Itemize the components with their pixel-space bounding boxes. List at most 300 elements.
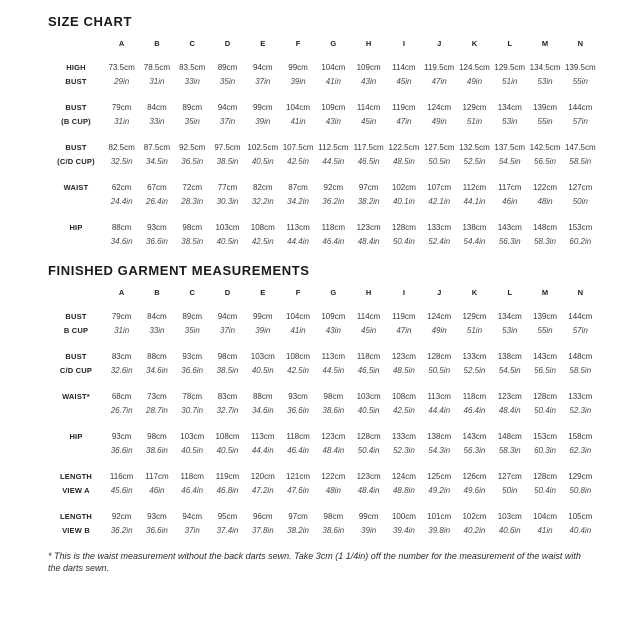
measurement-cell [245,101,280,129]
value-cm: 119.5cm [424,63,455,72]
value-cm: 103cm [180,432,205,441]
measurement-cell [457,101,492,129]
value-in: 56.3in [498,237,521,246]
measurement-cell [492,350,527,378]
value-cm: 118cm [462,392,487,401]
measurement-cell [104,310,139,338]
column-letter: I [402,39,405,48]
value-in: 40.1in [392,197,415,206]
measurement-cell [563,221,598,249]
measurement-cell [492,101,527,129]
value-in: 43in [325,117,341,126]
value-cm: 98cm [182,223,202,232]
measurement-cell [422,61,457,89]
table-row [48,221,598,249]
measurement-cell [457,181,492,209]
table-row [48,430,598,458]
value-cm: 128cm [356,432,381,441]
value-cm: 95cm [217,512,238,521]
value-in: 57in [572,117,588,126]
value-in: 49in [431,326,447,335]
value-cm: 124cm [427,312,452,321]
column-letter: J [437,39,442,48]
value-in: 40.6in [498,526,521,535]
value-cm: 122cm [533,183,558,192]
measurement-cell [280,510,315,538]
value-cm: 116cm [109,472,134,481]
value-in: 32.6in [110,366,133,375]
measurement-cell [210,430,245,458]
column-letter: E [260,288,266,297]
measurement-cell [351,61,386,89]
measurement-cell [563,470,598,498]
value-cm: 84cm [147,103,167,112]
value-in: 46.4in [287,446,309,455]
column-letter: M [541,288,549,297]
value-in: 55in [537,326,553,335]
value-cm: 72cm [182,183,202,192]
measurement-cell [527,181,562,209]
value-cm: 107cm [427,183,452,192]
value-in: 34.6in [110,237,133,246]
measurement-cell [280,470,315,498]
value-cm: 118cm [356,352,381,361]
measurement-cell [422,310,457,338]
measurement-cell [457,390,492,418]
measurement-cell [457,310,492,338]
value-in: 52.5in [463,157,486,166]
row-label [48,470,104,498]
value-cm: 89cm [182,312,202,321]
measurement-cell [139,510,174,538]
value-cm: 94cm [217,103,238,112]
value-cm: 127cm [568,183,593,192]
value-cm: 102cm [391,183,416,192]
value-cm: 113cm [427,392,451,401]
measurement-cell [316,470,351,498]
value-cm: 121cm [286,472,311,481]
value-in: 43in [325,326,341,335]
value-cm: 153cm [533,432,558,441]
value-cm: 92cm [323,183,344,192]
value-in: 26.7in [110,406,133,415]
column-letter: L [507,39,513,48]
value-in: 34.6in [146,366,168,375]
value-cm: 117.5cm [353,143,384,152]
value-in: 47.2in [251,486,274,495]
row-label-line: LENGTH [59,512,93,521]
value-cm: 118cm [321,223,346,232]
value-in: 44.5in [322,366,345,375]
measurement-cell [175,350,210,378]
value-in: 51in [466,117,483,126]
measurement-cell [351,350,386,378]
value-cm: 97cm [288,512,308,521]
measurement-cell [563,61,598,89]
measurement-cell [386,390,421,418]
table-row [48,510,598,538]
size-chart-table [48,37,598,249]
value-in: 47.6in [287,486,309,495]
value-cm: 101cm [427,512,452,521]
value-cm: 83cm [111,352,132,361]
value-cm: 134.5cm [529,63,561,72]
value-in: 40.5in [181,446,204,455]
value-cm: 119cm [392,103,416,112]
measurement-cell [104,430,139,458]
table-row [48,390,598,418]
value-in: 45in [361,117,377,126]
measurement-cell [280,141,315,169]
value-in: 37in [184,526,200,535]
value-cm: 103cm [250,352,275,361]
value-in: 33in [149,326,165,335]
value-in: 54.3in [428,446,451,455]
measurement-cell [492,181,527,209]
value-in: 41in [537,526,553,535]
value-in: 49.2in [428,486,451,495]
value-cm: 104cm [286,312,311,321]
measurement-cell [139,470,174,498]
value-cm: 93cm [182,352,202,361]
measurement-cell [492,221,527,249]
measurement-cell [139,221,174,249]
value-cm: 73.5cm [108,63,135,72]
measurement-cell [351,221,386,249]
column-letter: A [118,39,125,48]
column-letter: A [118,288,125,297]
value-in: 54.5in [498,366,521,375]
measurement-cell [351,470,386,498]
value-in: 44.4in [287,237,309,246]
value-in: 35in [219,77,236,86]
measurement-cell [139,61,174,89]
measurement-cell [316,101,351,129]
column-letter: F [295,288,301,297]
value-cm: 158cm [568,432,593,441]
measurement-cell [422,181,457,209]
value-in: 45in [361,326,377,335]
measurement-cell [104,181,139,209]
value-cm: 96cm [252,512,273,521]
value-in: 42.5in [287,157,309,166]
measurement-cell [175,390,210,418]
row-label-line: BUST [65,143,87,152]
measurement-cell [527,510,562,538]
measurement-cell [104,221,139,249]
value-cm: 88cm [252,392,273,401]
measurement-cell [316,350,351,378]
value-cm: 128cm [533,392,558,401]
value-cm: 103cm [215,223,240,232]
value-in: 46.8in [216,486,239,495]
measurement-cell [280,181,315,209]
value-cm: 94cm [252,63,273,72]
measurement-cell [492,430,527,458]
table-row [48,61,598,89]
measurement-cell [492,310,527,338]
value-in: 55in [537,117,553,126]
measurement-cell [175,221,210,249]
value-cm: 122.5cm [388,143,420,152]
value-in: 38.5in [216,157,239,166]
value-in: 39in [361,526,377,535]
value-in: 54.4in [463,237,486,246]
value-in: 50in [502,486,518,495]
value-in: 40.2in [463,526,486,535]
measurement-cell [245,141,280,169]
measurement-cell [563,101,598,129]
measurement-cell [386,141,421,169]
measurement-cell [527,141,562,169]
value-in: 38.6in [146,446,168,455]
value-in: 38.2in [357,197,380,206]
value-cm: 107.5cm [282,143,314,152]
measurement-cell [139,350,174,378]
value-cm: 133cm [568,392,593,401]
row-label [48,221,104,235]
table-header-row [48,286,598,300]
value-cm: 127cm [497,472,522,481]
value-cm: 117cm [498,183,522,192]
row-label-line: HIGH [66,63,86,72]
value-cm: 98cm [217,352,238,361]
value-in: 48.4in [357,237,380,246]
measurement-cell [527,310,562,338]
value-cm: 67cm [147,183,167,192]
column-letter: J [437,288,442,297]
value-in: 51in [466,326,483,335]
measurement-cell [457,221,492,249]
value-cm: 143cm [497,223,522,232]
value-cm: 99cm [252,103,273,112]
value-cm: 102cm [462,512,487,521]
value-cm: 93cm [111,432,132,441]
measurement-cell [386,61,421,89]
value-in: 42.5in [392,406,415,415]
measurement-cell [386,430,421,458]
value-cm: 134cm [497,103,522,112]
measurement-cell [316,141,351,169]
value-in: 46.5in [357,157,380,166]
measurement-cell [210,221,245,249]
value-in: 34.6in [251,406,274,415]
column-letter: I [402,288,405,297]
value-cm: 103cm [356,392,381,401]
value-in: 39.8in [428,526,451,535]
row-label [48,430,104,444]
value-in: 50.5in [428,366,451,375]
value-cm: 83cm [217,392,238,401]
value-cm: 119cm [215,472,240,481]
value-cm: 87.5cm [143,143,171,152]
measurement-cell [492,510,527,538]
measurement-cell [422,470,457,498]
value-cm: 108cm [391,392,416,401]
measurement-cell [527,101,562,129]
value-in: 46in [502,197,518,206]
value-cm: 125cm [427,472,452,481]
value-in: 38.2in [287,526,309,535]
value-cm: 139cm [533,103,558,112]
measurement-cell [351,101,386,129]
value-in: 49.6in [463,486,486,495]
value-cm: 109cm [321,312,346,321]
value-in: 32.7in [216,406,239,415]
value-cm: 127.5cm [423,143,455,152]
value-in: 33in [149,117,165,126]
measurement-cell [492,61,527,89]
column-letter: M [541,39,549,48]
measurement-cell [245,350,280,378]
value-in: 48.4in [322,446,345,455]
measurement-cell [139,101,174,129]
measurement-cell [316,390,351,418]
measurement-cell [457,61,492,89]
value-in: 28.3in [181,197,204,206]
waist-footnote: * This is the waist measurement without the back darts sewn. Take 3cm (1 1/4in) off the number for the measurement of the waist with the darts sewn. [48,551,581,573]
value-in: 48.4in [498,406,521,415]
value-in: 37.4in [216,526,239,535]
table-row [48,350,598,378]
value-in: 52.3in [392,446,415,455]
value-cm: 133cm [427,223,452,232]
value-cm: 94cm [217,312,238,321]
column-letter: K [471,288,478,297]
measurement-cell [175,61,210,89]
value-in: 46.4in [322,237,345,246]
value-in: 28.7in [146,406,168,415]
column-letter: B [154,288,160,297]
value-in: 47in [431,77,447,86]
value-in: 42.5in [287,366,309,375]
measurement-cell [245,310,280,338]
value-cm: 78.5cm [143,63,171,72]
value-cm: 99cm [358,512,379,521]
measurement-cell [280,101,315,129]
value-cm: 98cm [323,392,344,401]
row-label [48,510,104,538]
value-cm: 94cm [182,512,202,521]
column-letter: G [330,39,337,48]
column-letter: F [295,39,301,48]
value-in: 60.3in [534,446,556,455]
size-chart-title: SIZE CHART [48,14,132,29]
measurement-cell [139,430,174,458]
value-in: 49in [466,77,483,86]
row-label [48,390,104,404]
value-in: 53in [502,326,518,335]
value-cm: 99cm [252,312,273,321]
value-cm: 137.5cm [494,143,526,152]
row-label [48,310,104,338]
measurement-cell [175,141,210,169]
measurement-cell [386,101,421,129]
column-letter: K [471,39,478,48]
value-in: 34.5in [146,157,168,166]
value-in: 44.4in [251,446,274,455]
measurement-cell [492,390,527,418]
value-in: 45.6in [110,486,133,495]
value-cm: 128cm [391,223,416,232]
column-letter: E [260,39,266,48]
value-cm: 92.5cm [179,143,206,152]
measurement-cell [210,470,245,498]
value-in: 47in [396,117,412,126]
value-cm: 113cm [286,223,310,232]
value-in: 55in [572,77,588,86]
value-cm: 92cm [111,512,132,521]
measurement-cell [104,350,139,378]
value-cm: 153cm [568,223,593,232]
measurement-cell [563,510,598,538]
column-letter: G [330,288,337,297]
value-in: 52.3in [569,406,592,415]
value-in: 58.3in [534,237,556,246]
value-in: 58.5in [569,157,592,166]
value-in: 50in [572,197,588,206]
value-cm: 120cm [250,472,275,481]
value-cm: 62cm [111,183,132,192]
column-letter: H [365,288,372,297]
measurement-cell [245,61,280,89]
column-letter: N [577,39,583,48]
value-cm: 114cm [392,63,416,72]
measurement-cell [492,470,527,498]
value-cm: 102.5cm [247,143,279,152]
value-cm: 105cm [568,512,593,521]
measurement-cell [386,221,421,249]
value-in: 36.2in [110,526,133,535]
value-in: 40.5in [216,237,239,246]
value-in: 43in [361,77,377,86]
value-in: 39in [255,326,271,335]
value-in: 53in [537,77,553,86]
value-in: 51in [502,77,518,86]
table-row [48,101,598,129]
value-in: 50.8in [569,486,592,495]
row-label-line: BUST [65,103,87,112]
value-cm: 123cm [391,352,416,361]
value-in: 38.6in [322,526,345,535]
value-in: 58.3in [498,446,521,455]
value-in: 37in [219,326,236,335]
measurement-cell [175,101,210,129]
value-cm: 117cm [145,472,169,481]
value-in: 39in [255,117,271,126]
row-label-line: BUST [65,77,87,86]
value-in: 36.6in [181,366,204,375]
value-cm: 103cm [497,512,522,521]
value-cm: 84cm [147,312,167,321]
measurement-cell [457,350,492,378]
column-letter: C [189,288,195,297]
value-in: 56.3in [463,446,486,455]
value-cm: 68cm [111,392,132,401]
row-label [48,61,104,89]
value-cm: 79cm [111,312,132,321]
value-cm: 114cm [356,103,381,112]
value-cm: 143cm [533,352,558,361]
value-in: 50.5in [428,157,451,166]
value-cm: 147.5cm [564,143,596,152]
table-row [48,181,598,209]
value-in: 46.4in [181,486,204,495]
value-in: 36.5in [181,157,204,166]
row-label-line: BUST [65,352,87,361]
measurement-cell [563,310,598,338]
value-cm: 119cm [392,312,416,321]
